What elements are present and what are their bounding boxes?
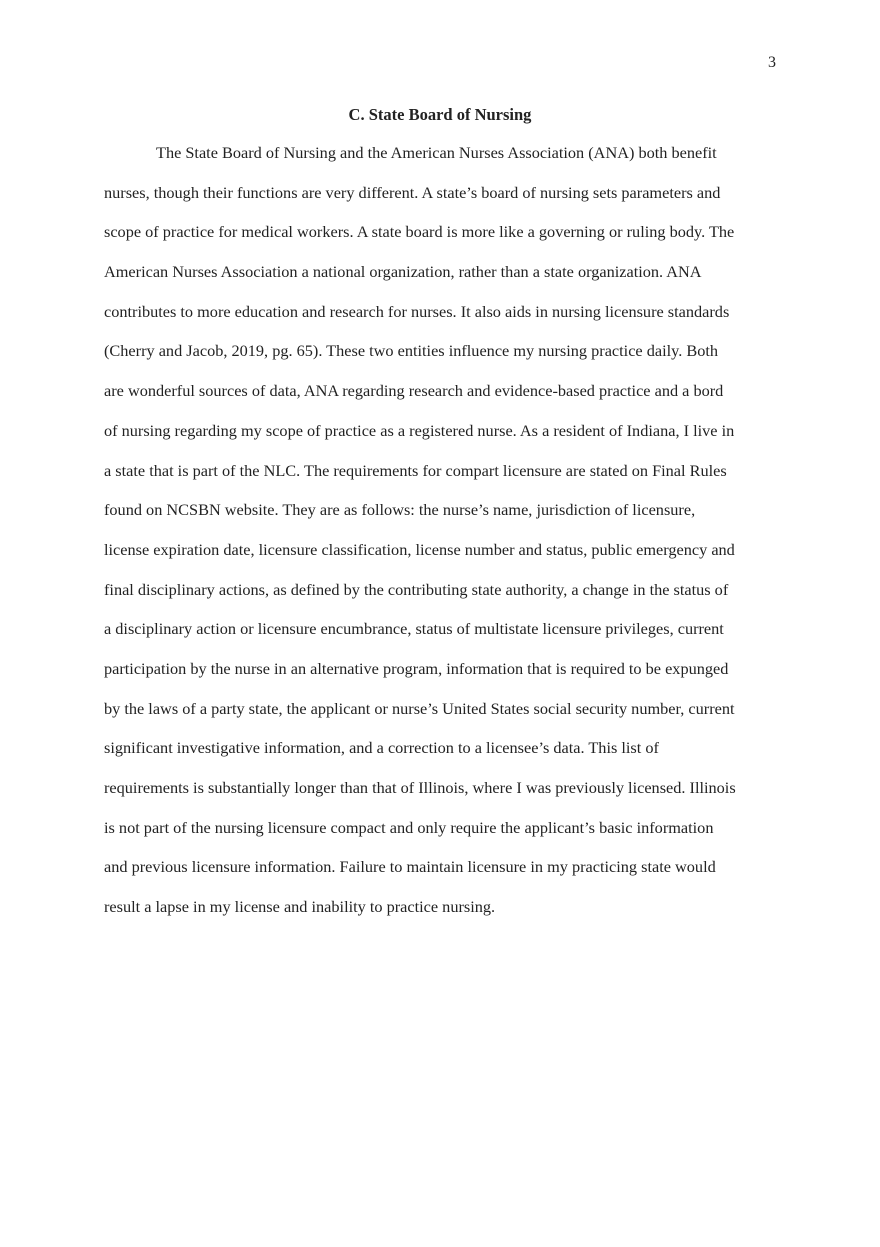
text-line: result a lapse in my license and inability to practice nursing. <box>104 897 496 917</box>
text-line: and previous licensure information. Failure to maintain licensure in my practicing state would <box>104 857 716 877</box>
page-number: 3 <box>768 54 776 71</box>
text-line: The State Board of Nursing and the American Nurses Association (ANA) both benefit <box>156 143 717 162</box>
text-line: are wonderful sources of data, ANA regarding research and evidence-based practice and a bord <box>104 381 724 401</box>
text-line: requirements is substantially longer than that of Illinois, where I was previously licensed. Illinois <box>104 778 736 797</box>
text-line: American Nurses Association a national organization, rather than a state organization. ANA <box>104 262 702 282</box>
text-line: by the laws of a party state, the applicant or nurse’s United States social security number, current <box>104 698 735 718</box>
text-line: significant investigative information, and a correction to a licensee’s data. This list of <box>104 738 659 758</box>
text-line: participation by the nurse in an alternative program, information that is required to be expunged <box>104 658 729 678</box>
text-line: scope of practice for medical workers. A state board is more like a governing or ruling body. The <box>104 222 735 242</box>
section-heading: C. State Board of Nursing <box>348 105 532 124</box>
text-line: is not part of the nursing licensure compact and only require the applicant’s basic information <box>104 817 714 837</box>
text-line: nurses, though their functions are very different. A state’s board of nursing sets parameters and <box>104 182 721 202</box>
text-line: contributes to more education and research for nurses. It also aids in nursing licensure standards <box>104 301 730 321</box>
body-paragraph <box>104 133 776 927</box>
text-line: license expiration date, licensure classification, license number and status, public emergency and <box>104 539 735 559</box>
text-line: a state that is part of the NLC. The requirements for compart licensure are stated on Final Rules <box>104 460 727 480</box>
text-line: a disciplinary action or licensure encumbrance, status of multistate licensure privileges, current <box>104 619 724 639</box>
text-line: (Cherry and Jacob, 2019, pg. 65). These two entities influence my nursing practice daily. Both <box>104 341 719 361</box>
text-line: final disciplinary actions, as defined by the contributing state authority, a change in the status of <box>104 579 729 599</box>
text-line: found on NCSBN website. They are as follows: the nurse’s name, jurisdiction of licensure, <box>104 500 696 520</box>
text-line: of nursing regarding my scope of practice as a registered nurse. As a resident of Indiana, I live in <box>104 420 735 440</box>
